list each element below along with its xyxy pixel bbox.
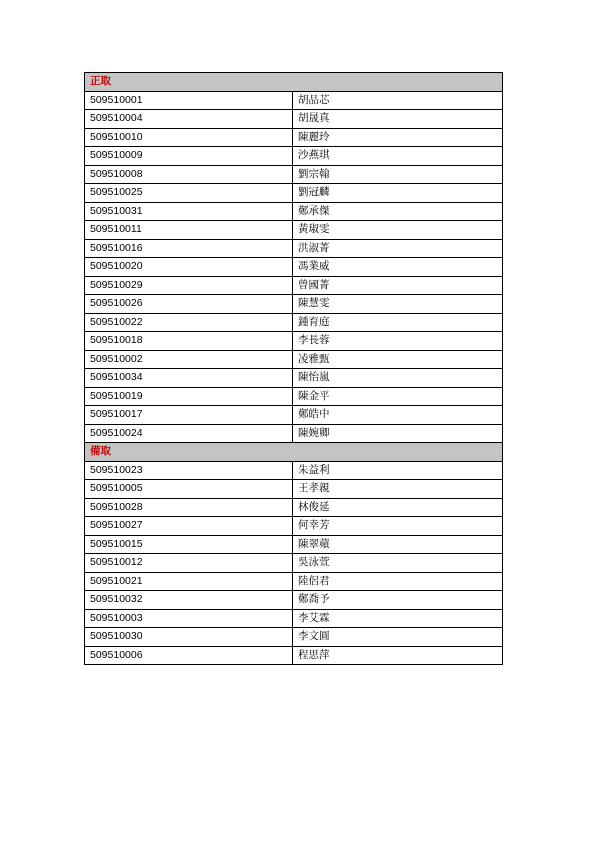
- applicant-name-cell: 王孝親: [293, 480, 503, 499]
- applicant-name-cell: 吳泳萱: [293, 554, 503, 573]
- table-row: [85, 202, 503, 221]
- admission-list-body: [85, 73, 503, 665]
- table-row: [85, 572, 503, 591]
- applicant-name-cell: 何幸芳: [293, 517, 503, 536]
- section-header-cell: [85, 443, 503, 462]
- table-row: [85, 295, 503, 314]
- table-row: [85, 276, 503, 295]
- table-row: [85, 350, 503, 369]
- applicant-id-cell: 509510016: [85, 239, 293, 258]
- applicant-name-cell: 陳金平: [293, 387, 503, 406]
- applicant-name-cell: 陳翠蘋: [293, 535, 503, 554]
- applicant-id-cell: 509510003: [85, 609, 293, 628]
- applicant-id-cell: 509510030: [85, 628, 293, 647]
- table-row: [85, 480, 503, 499]
- applicant-id-cell: 509510028: [85, 498, 293, 517]
- applicant-id-cell: 509510019: [85, 387, 293, 406]
- table-row: [85, 628, 503, 647]
- applicant-id-cell: 509510006: [85, 646, 293, 665]
- table-row: [85, 498, 503, 517]
- table-row: [85, 406, 503, 425]
- table-row: [85, 424, 503, 443]
- table-row: [85, 646, 503, 665]
- applicant-id-cell: 509510005: [85, 480, 293, 499]
- applicant-id-cell: 509510022: [85, 313, 293, 332]
- applicant-id-cell: 509510032: [85, 591, 293, 610]
- applicant-name-cell: 胡晟真: [293, 110, 503, 129]
- applicant-id-cell: 509510024: [85, 424, 293, 443]
- table-row: [85, 258, 503, 277]
- applicant-id-cell: 509510009: [85, 147, 293, 166]
- section-title: 正取: [90, 75, 111, 87]
- applicant-name-cell: 凌雅甄: [293, 350, 503, 369]
- applicant-id-cell: 509510001: [85, 91, 293, 110]
- table-row: [85, 535, 503, 554]
- applicant-id-cell: 509510026: [85, 295, 293, 314]
- applicant-name-cell: 陳怡嵐: [293, 369, 503, 388]
- table-row: [85, 517, 503, 536]
- applicant-name-cell: 陸侶君: [293, 572, 503, 591]
- applicant-id-cell: 509510008: [85, 165, 293, 184]
- applicant-id-cell: 509510010: [85, 128, 293, 147]
- table-row: [85, 147, 503, 166]
- applicant-name-cell: 李艾霖: [293, 609, 503, 628]
- table-row: [85, 591, 503, 610]
- applicant-name-cell: 胡品芯: [293, 91, 503, 110]
- applicant-id-cell: 509510017: [85, 406, 293, 425]
- applicant-name-cell: 李長蓉: [293, 332, 503, 351]
- applicant-name-cell: 沙燕琪: [293, 147, 503, 166]
- applicant-id-cell: 509510002: [85, 350, 293, 369]
- table-row: [85, 369, 503, 388]
- table-row: [85, 184, 503, 203]
- applicant-name-cell: 曾國菁: [293, 276, 503, 295]
- applicant-name-cell: 程思萍: [293, 646, 503, 665]
- applicant-id-cell: 509510012: [85, 554, 293, 573]
- applicant-name-cell: 黃琡雯: [293, 221, 503, 240]
- table-row: [85, 128, 503, 147]
- applicant-name-cell: 馮業威: [293, 258, 503, 277]
- applicant-name-cell: 鄭承傑: [293, 202, 503, 221]
- table-row: [85, 221, 503, 240]
- applicant-id-cell: 509510004: [85, 110, 293, 129]
- table-row: [85, 609, 503, 628]
- applicant-id-cell: 509510011: [85, 221, 293, 240]
- applicant-id-cell: 509510023: [85, 461, 293, 480]
- table-row: [85, 554, 503, 573]
- applicant-id-cell: 509510025: [85, 184, 293, 203]
- table-row: [85, 165, 503, 184]
- applicant-id-cell: 509510031: [85, 202, 293, 221]
- applicant-name-cell: 林俊延: [293, 498, 503, 517]
- applicant-name-cell: 鄭皓中: [293, 406, 503, 425]
- applicant-name-cell: 陳婉卿: [293, 424, 503, 443]
- table-row: [85, 332, 503, 351]
- applicant-id-cell: 509510015: [85, 535, 293, 554]
- table-row: [85, 461, 503, 480]
- applicant-name-cell: 洪淑菁: [293, 239, 503, 258]
- applicant-name-cell: 劉冠麟: [293, 184, 503, 203]
- applicant-id-cell: 509510020: [85, 258, 293, 277]
- section-title: 備取: [90, 445, 111, 457]
- applicant-id-cell: 509510021: [85, 572, 293, 591]
- table-row: [85, 387, 503, 406]
- applicant-id-cell: 509510018: [85, 332, 293, 351]
- applicant-name-cell: 朱益利: [293, 461, 503, 480]
- section-header-waitlist: [85, 443, 503, 462]
- section-header-regular: [85, 73, 503, 92]
- applicant-id-cell: 509510034: [85, 369, 293, 388]
- table-row: [85, 91, 503, 110]
- applicant-name-cell: 劉宗翰: [293, 165, 503, 184]
- applicant-name-cell: 陳麗玲: [293, 128, 503, 147]
- applicant-id-cell: 509510027: [85, 517, 293, 536]
- admission-list-table: [84, 72, 503, 665]
- applicant-name-cell: 李文圓: [293, 628, 503, 647]
- applicant-name-cell: 陳慧雯: [293, 295, 503, 314]
- applicant-name-cell: 鍾育庭: [293, 313, 503, 332]
- table-row: [85, 313, 503, 332]
- applicant-name-cell: 鄭喬予: [293, 591, 503, 610]
- table-row: [85, 110, 503, 129]
- applicant-id-cell: 509510029: [85, 276, 293, 295]
- table-row: [85, 239, 503, 258]
- section-header-cell: [85, 73, 503, 92]
